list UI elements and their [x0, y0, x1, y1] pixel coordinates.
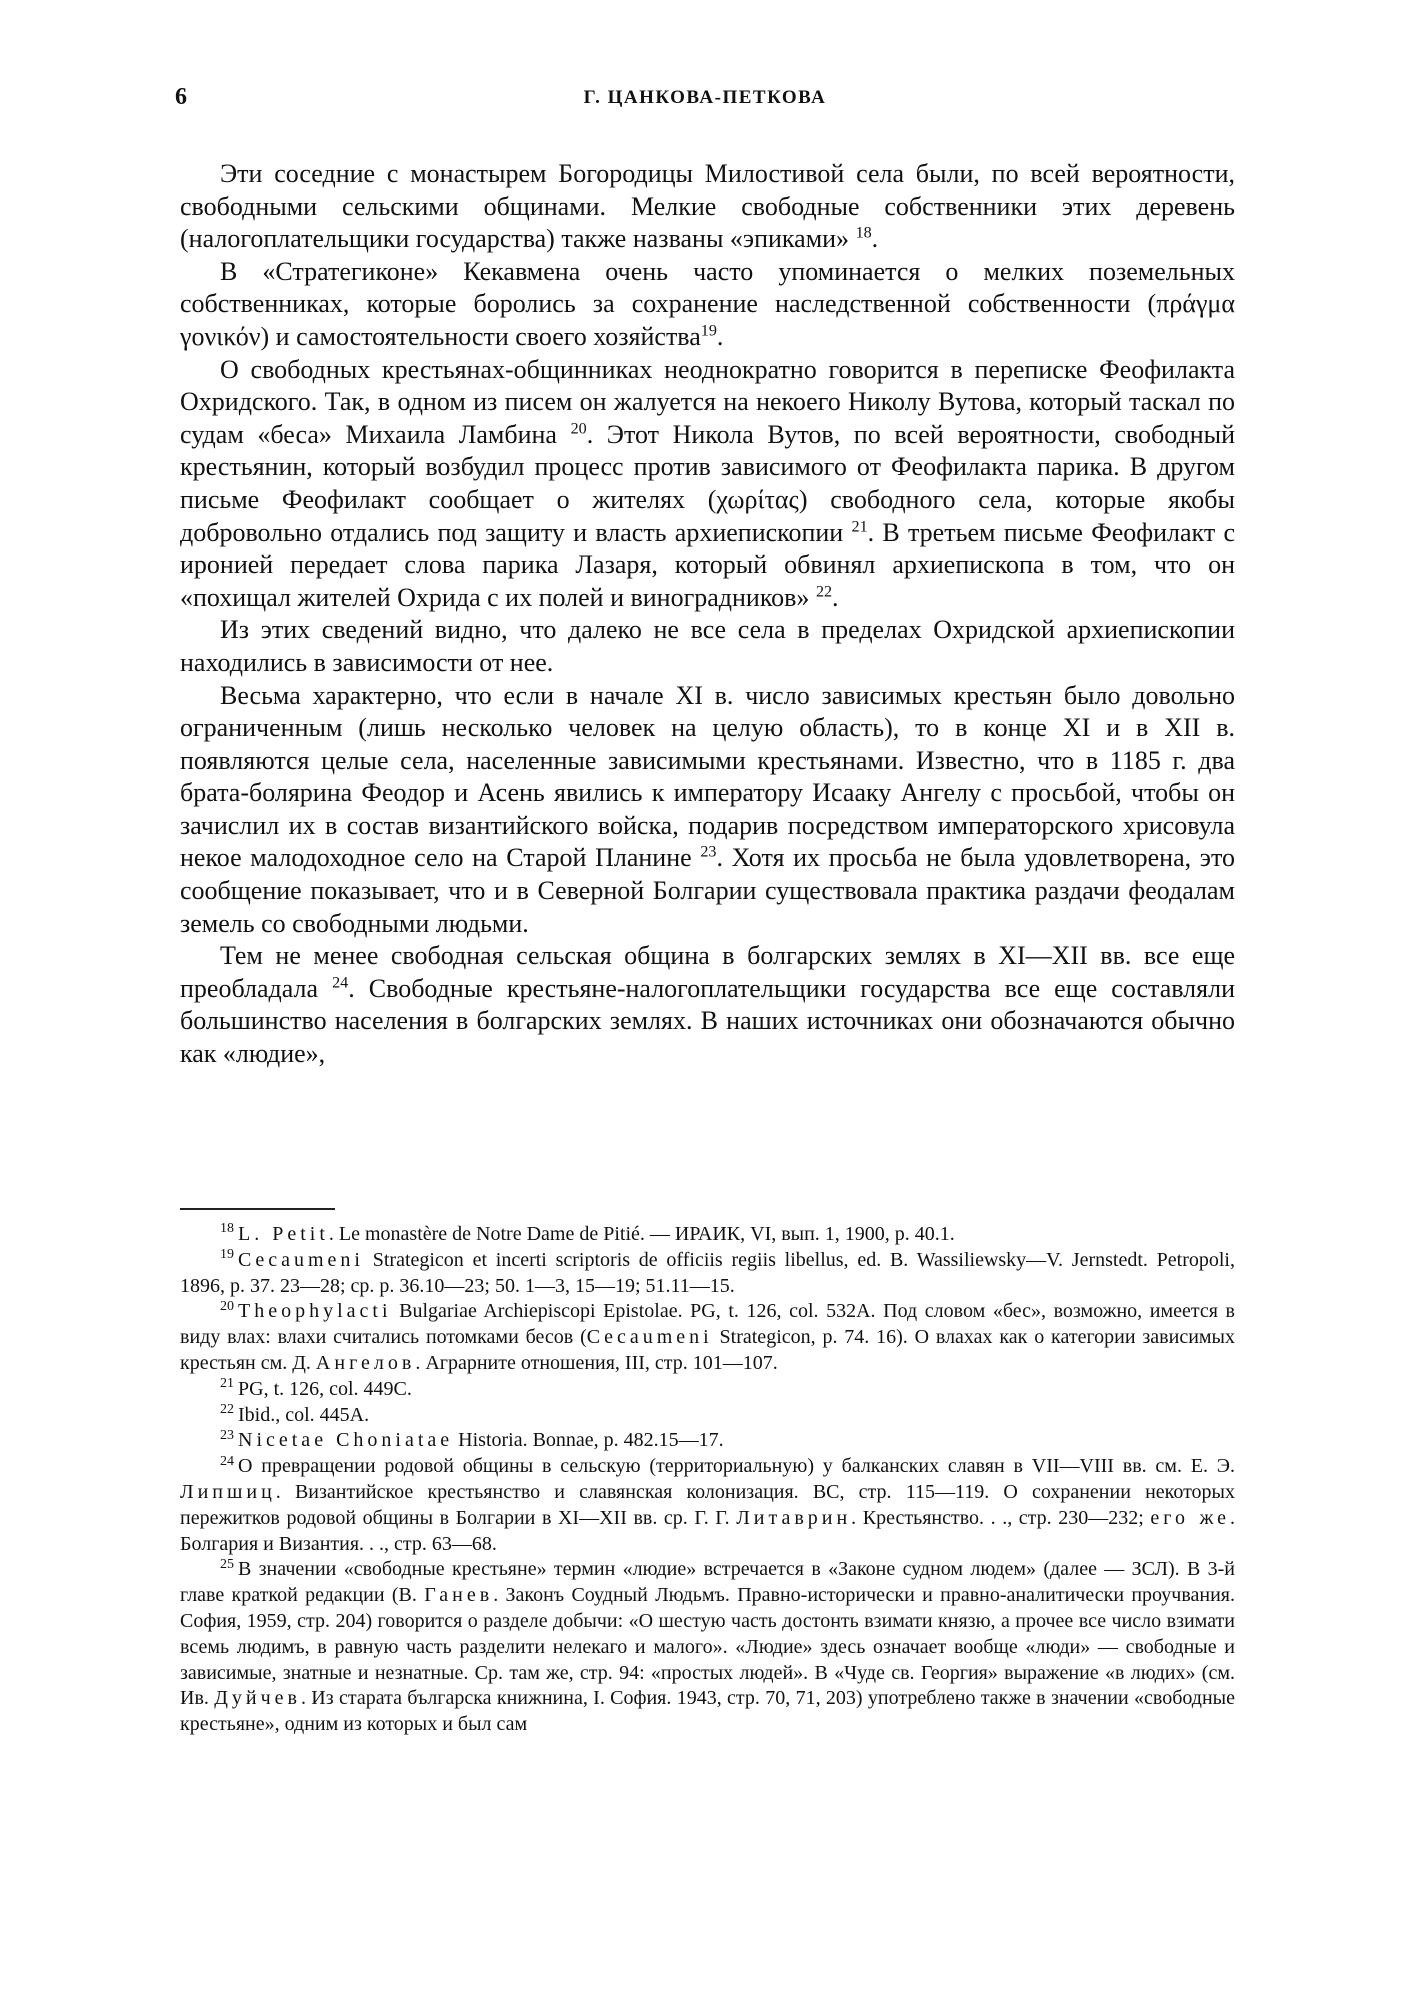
footnote: $^{25}$ В значении «свободные крестьяне» термин «людие» встречается в «Законе судном людем» (далее — ЗСЛ). В 3-й главе краткой редакции (В. Ганев. Законъ Соудный Людьмъ. Правно-исторически и правно-аналитически проучвания. София, 1959, стр. 204) говорится о разделе добычи: «О шестую часть достонть взимати князю, а прочее все число взимати всемь людимъ, в равную часть разделити нелекаго и малого». «Людие» здесь означает вообще «люди» — свободные и зависимые, знатные и незнатные. Ср. там же, стр. 94: «простых людей». В «Чуде св. Георгия» выражение «в людих» (см. Ив. Дуйчев. Из старата българска книжнина, I. София. 1943, стр. 70, 71, 203) употреблено также в значении «свободные крестьяне», одним из которых и был сам: [180, 1556, 1235, 1736]
paragraph: О свободных крестьянах-общинниках неоднократно говорится в переписке Феофилакта Охридского. Так, в одном из писем он жалуется на некоего Николу Вутова, который таскал по судам «беса» Михаила Ламбина $^{20}$. Этот Никола Вутов, по всей вероятности, свободный крестьянин, который возбудил процесс против зависимого от Феофилакта парика. В другом письме Феофилакт сообщает о жителях (χωρίτας) свободного села, которые якобы добровольно отдались под защиту и власть архиепископии $^{21}$. В третьем письме Феофилакт с иронией передает слова парика Лазаря, который обвинял архиепископа в том, что он «похищал жителей Охрида с их полей и виноградников» $^{22}$.: [180, 354, 1236, 612]
footnote: $^{24}$ О превращении родовой общины в сельскую (территориальную) у балканских славян в VII—VIII вв. см. Е. Э. Липшиц. Византийское крестьянство и славянская колонизация. ВС, стр. 115—119. О сохранении некоторых пережитков родовой общины в Болгарии в XI—XII вв. ср. Г. Г. Литаврин. Крестьянство. . ., стр. 230—232; его же. Болгария и Византия. . ., стр. 63—68.: [180, 1453, 1236, 1555]
paragraph: Тем не менее свободная сельская община в болгарских землях в XI—XII вв. все еще преобладала $^{24}$. Свободные крестьяне-налогоплательщики государства все еще составляли большинство населения в болгарских землях. В наших источниках они обозначаются обычно как «людие»,: [180, 941, 1236, 1069]
footnote-ref[interactable]: 20: [570, 420, 587, 438]
footnote-ref[interactable]: 24: [332, 974, 349, 992]
page-number: 6: [175, 84, 187, 110]
footnote: $^{22}$ Ibid., col. 445A.: [220, 1401, 370, 1426]
footnote-ref[interactable]: 19: [700, 322, 717, 340]
main-text: [180, 158, 1235, 1071]
paragraph: Эти соседние с монастырем Богородицы Милостивой села были, по всей вероятности, свободными сельскими общинами. Мелкие свободные собственники этих деревень (налогоплательщики государства) также названы «эпиками» $^{18}$.: [180, 159, 1235, 254]
footnote-divider: [180, 1208, 335, 1210]
paragraph: В «Стратегиконе» Кекавмена очень часто упоминается о мелких поземельных собственниках, которые боролись за сохранение наследственной собственности (πράγμα γονικόν) и самостоятельности своего хозяйства$^{19}$.: [180, 256, 1235, 351]
footnote-ref[interactable]: 21: [851, 517, 868, 535]
footnotes: [180, 1222, 1235, 1738]
footnote-ref[interactable]: 18: [855, 224, 872, 242]
footnote: $^{23}$ Nicetae Choniatae Historia. Bonnae, p. 482.15—17.: [220, 1427, 724, 1452]
page-header: [175, 84, 1235, 120]
paragraph: Из этих сведений видно, что далеко не все села в пределах Охридской архиепископии находились в зависимости от нее.: [180, 615, 1235, 677]
paragraph: Весьма характерно, что если в начале XI в. число зависимых крестьян было довольно ограниченным (лишь несколько человек на целую область), то в конце XI и в XII в. появляются целые села, населенные зависимыми крестьянами. Известно, что в 1185 г. два брата-болярина Феодор и Асень явились к императору Исааку Ангелу с просьбой, чтобы он зачислил их в состав византийского войска, подарив посредством императорского хрисовула некое малодоходное село на Старой Планине $^{23}$. Хотя их просьба не была удовлетворена, это сообщение показывает, что и в Северной Болгарии существовала практика раздачи феодалам земель со свободными людьми.: [180, 680, 1235, 938]
running-head: Г. ЦАНКОВА-ПЕТКОВА: [583, 87, 827, 108]
footnote: $^{21}$ PG, t. 126, col. 449C.: [220, 1376, 412, 1400]
footnote-ref[interactable]: 22: [815, 583, 833, 601]
footnote-ref[interactable]: 23: [700, 843, 717, 861]
footnote: $^{18}$ L. Petit. Le monastère de Notre Dame de Pitié. — ИРАИК, VI, вып. 1, 1900, p. 40.1.: [220, 1221, 955, 1245]
footnote: $^{19}$ Cecaumeni Strategicon et incerti scriptoris de officiis regiis libellus, ed. B. Wassiliewsky—V. Jernstedt. Petropoli, 1896, p. 37. 23—28; ср. p. 36.10—23; 50. 1—3, 15—19; 51.11—15.: [180, 1247, 1235, 1297]
footnote: $^{20}$ Theophylacti Bulgariae Archiepiscopi Epistolae. PG, t. 126, col. 532A. Под словом «бес», возможно, имеется в виду влах: влахи считались потомками бесов (Cecaumeni Strategicon, p. 74. 16). О влахах как о категории зависимых крестьян см. Д. Ангелов. Аграрните отношения, III, стр. 101—107.: [180, 1298, 1235, 1374]
